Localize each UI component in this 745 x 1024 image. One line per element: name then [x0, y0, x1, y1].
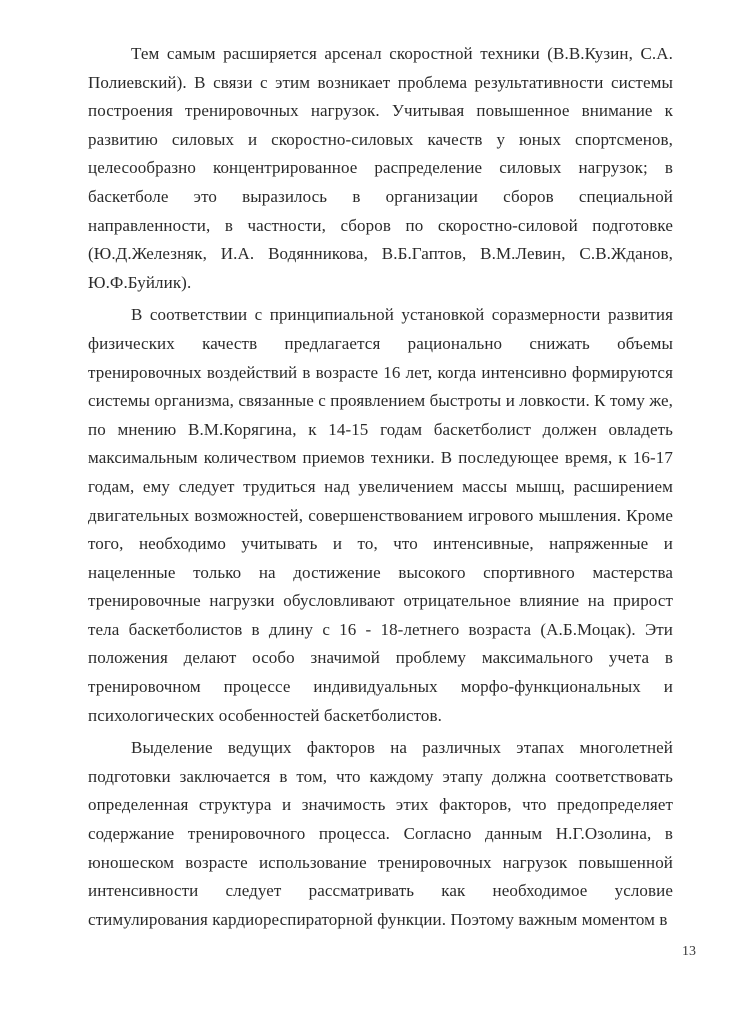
- page-number: 13: [682, 944, 696, 959]
- paragraph-3: Выделение ведущих факторов на различных этапах многолетней подготовки заключается в том, что каждому этапу должна соответствовать определенная структура и значимость этих факторов, что предопределяет содержание тренировочного процесса. Согласно данным Н.Г.Озолина, в юношеском возрасте использование тренировочных нагрузок повышенной интенсивности следует рассматривать как необходимое условие стимулирования кардиореспираторной функции. Поэтому важным моментом в: [88, 738, 673, 929]
- paragraph-2: В соответствии с принципиальной установкой соразмерности развития физических качеств предлагается рационально снижать объемы тренировочных воздействий в возрасте 16 лет, когда интенсивно формируются системы организма, связанные с проявлением быстроты и ловкости. К тому же, по мнению В.М.Корягина, к 14-15 годам баскетболист должен овладеть максимальным количеством приемов техники. В последующее время, к 16-17 годам, ему следует трудиться над увеличением массы мышц, расширением двигательных возможностей, совершенствованием игрового мышления. Кроме того, необходимо учитывать и то, что интенсивные, напряженные и нацеленные только на достижение высокого спортивного мастерства тренировочные нагрузки обусловливают отрицательное влияние на прирост тела баскетболистов в длину с 16 - 18-летнего возраста (А.Б.Моцак). Эти положения делают особо значимой проблему максимального учета в тренировочном процессе индивидуальных морфо-функциональных и психологических особенностей баскетболистов.: [88, 305, 673, 725]
- page-body: [88, 40, 673, 937]
- paragraph-1: Тем самым расширяется арсенал скоростной техники (В.В.Кузин, С.А. Полиевский). В связи с этим возникает проблема результативности системы построения тренировочных нагрузок. Учитывая повышенное внимание к развитию силовых и скоростно-силовых качеств у юных спортсменов, целесообразно концентрированное распределение силовых нагрузок; в баскетболе это выразилось в организации сборов специальной направленности, в частности, сборов по скоростно-силовой подготовке (Ю.Д.Железняк, И.А. Водянникова, В.Б.Гаптов, В.М.Левин, С.В.Жданов, Ю.Ф.Буйлик).: [88, 44, 673, 292]
